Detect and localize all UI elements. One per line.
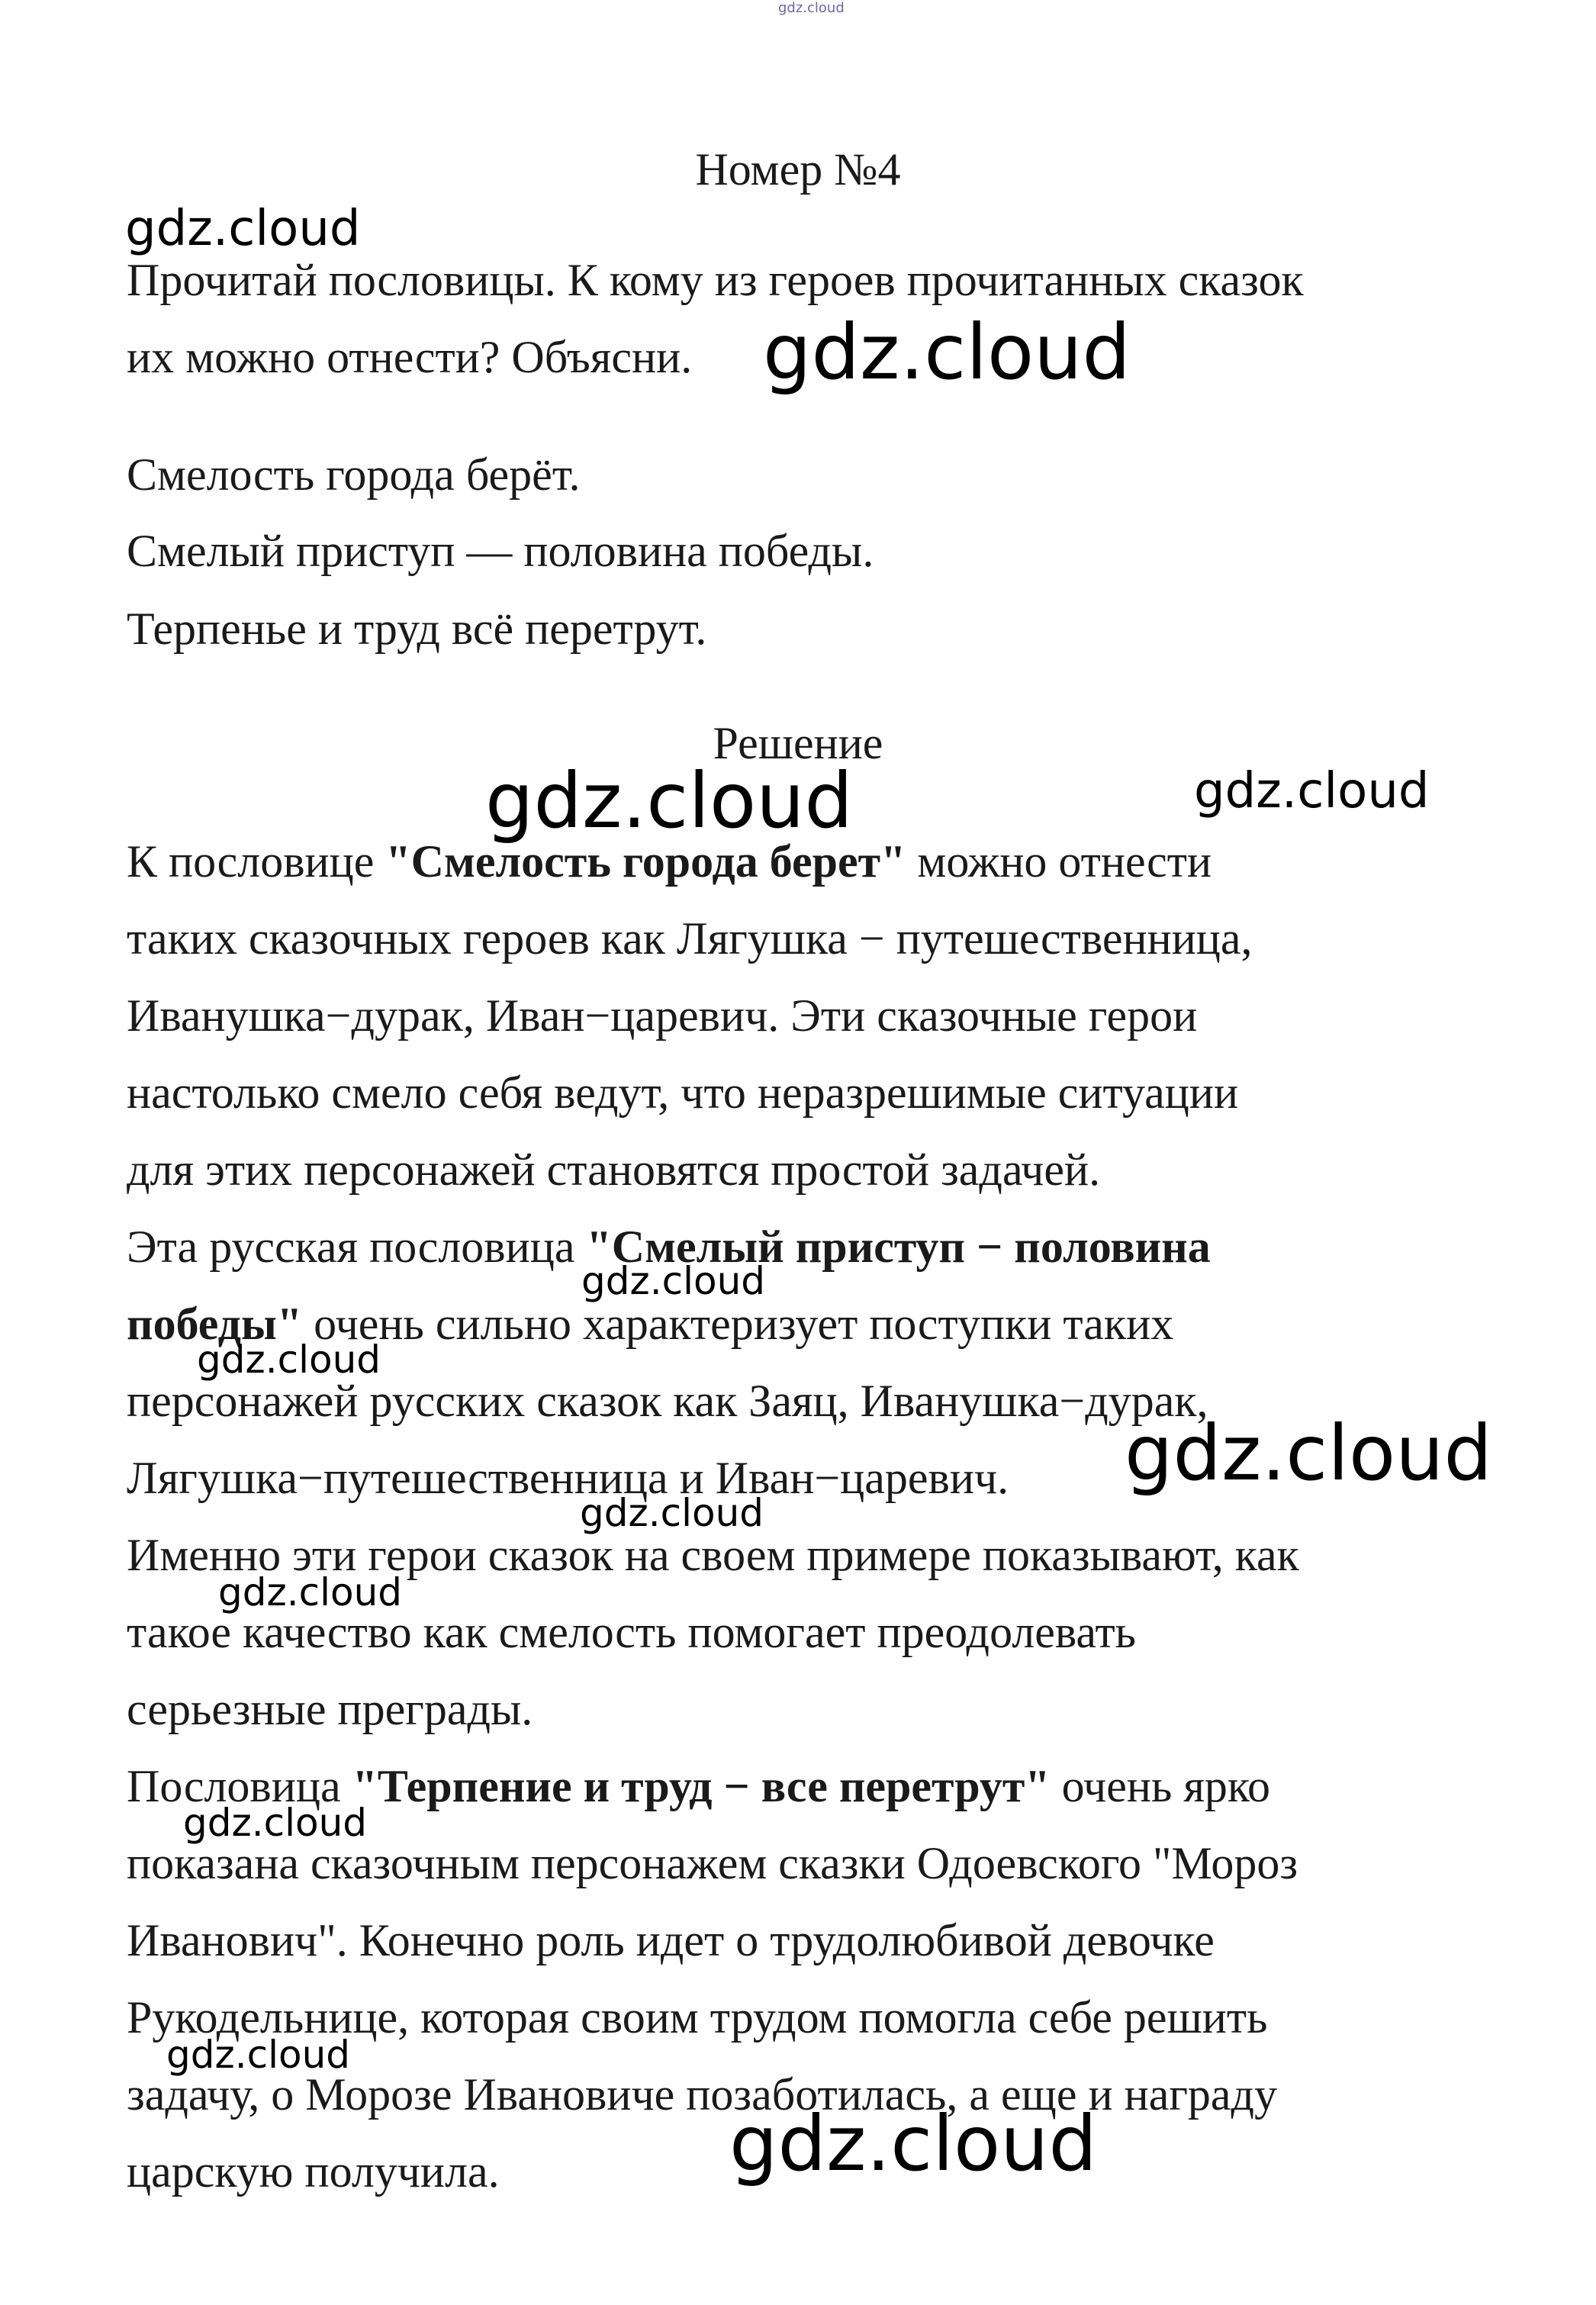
solution-heading: Решение	[713, 718, 883, 768]
solution-p3-line-1: Пословица "Терпение и труд − все перетрут" очень ярко	[127, 1761, 1271, 1811]
task-prompt-line-2: их можно отнести? Объясни.	[127, 332, 693, 382]
proverb-quote-2: "Смелый приступ − половина	[586, 1222, 1211, 1272]
solution-p1-line-1: К пословице "Смелость города берет" можно отнести	[127, 836, 1212, 887]
solution-p3-line-3: Иванович". Конечно роль идет о трудолюбивой девочке	[127, 1915, 1215, 1965]
solution-p2-line-2: победы" очень сильно характеризует поступки таких	[127, 1299, 1174, 1349]
watermark: gdz.cloud	[729, 2099, 1098, 2188]
watermark: gdz.cloud	[778, 0, 845, 16]
watermark: gdz.cloud	[166, 2033, 351, 2077]
watermark: gdz.cloud	[183, 1801, 368, 1845]
task-prompt-line-1: Прочитай пословицы. К кому из героев прочитанных сказок	[127, 255, 1304, 305]
watermark: gdz.cloud	[580, 1491, 764, 1535]
solution-p2-line-6: такое качество как смелость помогает преодолевать	[127, 1607, 1137, 1657]
solution-p1-line-4: настолько смело себя ведут, что неразрешимые ситуации	[127, 1067, 1239, 1118]
solution-p1-line-2: таких сказочных героев как Лягушка − путешественница,	[127, 913, 1253, 964]
proverb-1: Смелость города берёт.	[127, 449, 581, 500]
proverb-quote-1: "Смелость города берет"	[385, 836, 906, 887]
watermark: gdz.cloud	[1125, 1408, 1493, 1498]
solution-p2-line-5: Именно эти герои сказок на своем примере показывают, как	[127, 1530, 1299, 1580]
proverb-quote-3: "Терпение и труд − все перетрут"	[352, 1761, 1051, 1811]
solution-p1-line-5: для этих персонажей становятся простой задачей.	[127, 1144, 1101, 1195]
watermark: gdz.cloud	[218, 1570, 403, 1614]
watermark: gdz.cloud	[485, 756, 854, 845]
solution-p2-line-7: серьезные преграды.	[127, 1684, 533, 1734]
solution-p2-line-1: Эта русская пословица "Смелый приступ − половина	[127, 1222, 1211, 1272]
solution-p3-line-6: царскую получила.	[127, 2146, 500, 2197]
proverb-3: Терпенье и труд всё перетрут.	[127, 604, 707, 654]
solution-p3-line-4: Рукодельнице, которая своим трудом помогла себе решить	[127, 1992, 1268, 2043]
watermark: gdz.cloud	[125, 201, 361, 257]
proverb-2: Смелый приступ — половина победы.	[127, 526, 874, 576]
watermark: gdz.cloud	[197, 1338, 381, 1382]
watermark: gdz.cloud	[581, 1259, 766, 1303]
task-title: Номер №4	[695, 144, 901, 195]
solution-p2-line-3: персонажей русских сказок как Заяц, Иванушка−дурак,	[127, 1376, 1208, 1426]
solution-p1-line-3: Иванушка−дурак, Иван−царевич. Эти сказочные герои	[127, 990, 1198, 1041]
solution-p2-line-4: Лягушка−путешественница и Иван−царевич.	[127, 1453, 1009, 1503]
watermark: gdz.cloud	[763, 307, 1131, 397]
solution-p3-line-2: показана сказочным персонажем сказки Одоевского "Мороз	[127, 1838, 1298, 1888]
watermark: gdz.cloud	[1194, 763, 1430, 819]
solution-p3-line-5: задачу, о Морозе Ивановиче позаботилась, а еще и награду	[127, 2069, 1278, 2120]
